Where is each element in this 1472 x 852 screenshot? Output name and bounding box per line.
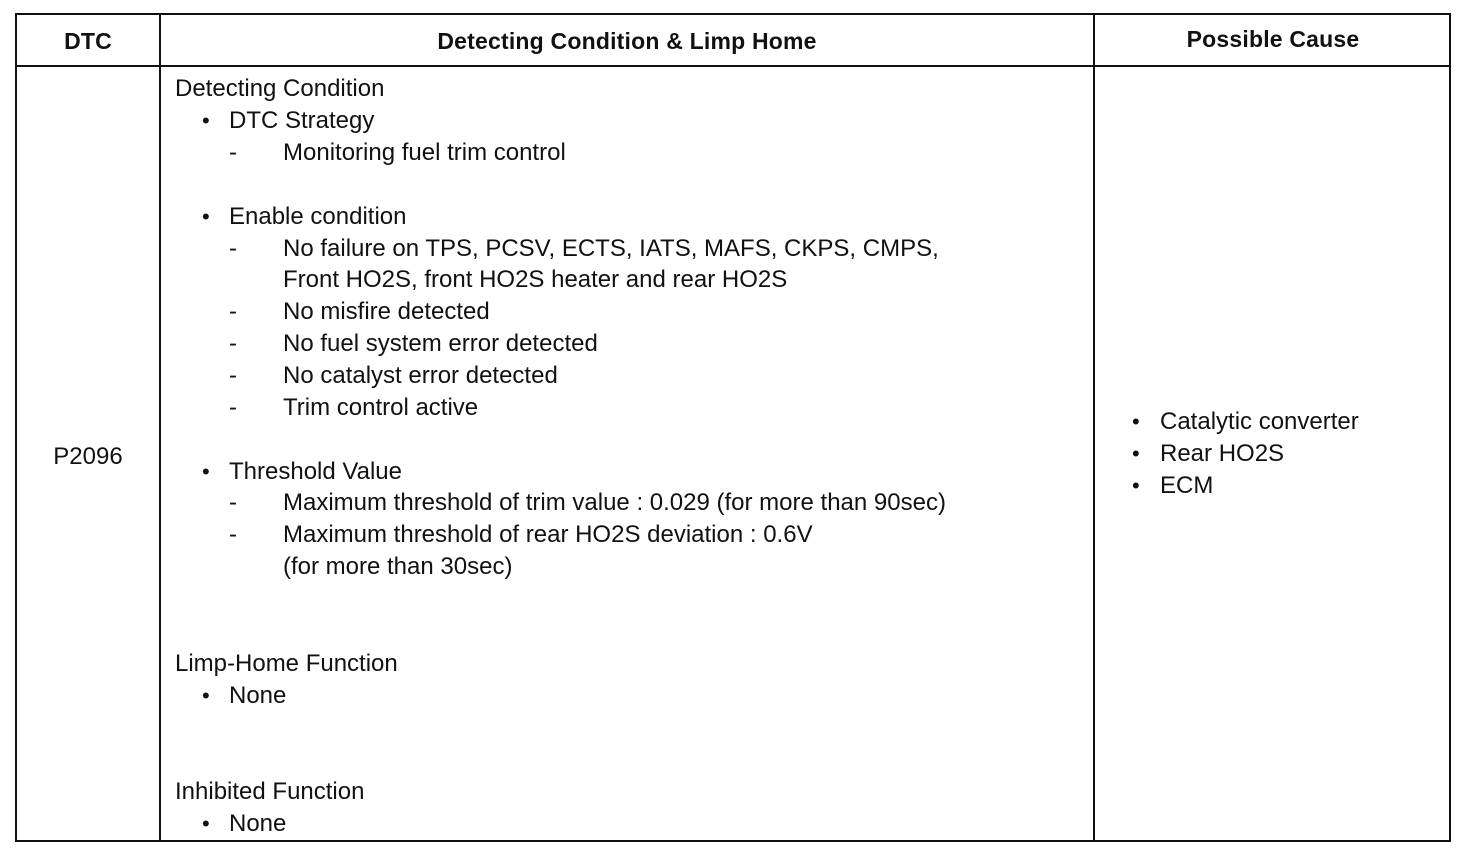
- threshold-value-label: Threshold Value: [229, 458, 402, 485]
- list-item: Maximum threshold of trim value : 0.029 (for more than 90sec): [283, 489, 946, 516]
- bullet-icon: •: [1132, 473, 1140, 498]
- dash-icon: -: [229, 394, 237, 421]
- limp-home-heading: Limp-Home Function: [175, 650, 398, 677]
- dash-icon: -: [229, 489, 237, 516]
- inhibited-function-heading: Inhibited Function: [175, 778, 365, 805]
- bullet-icon: •: [202, 811, 210, 836]
- column-divider-cause: [1093, 15, 1095, 840]
- list-item-continuation: (for more than 30sec): [283, 553, 513, 580]
- possible-cause-item: Rear HO2S: [1160, 440, 1285, 467]
- dash-icon: -: [229, 235, 237, 262]
- dtc-table: [15, 13, 1451, 842]
- list-item: No fuel system error detected: [283, 330, 598, 357]
- list-item: Maximum threshold of rear HO2S deviation : 0.6V: [283, 521, 813, 548]
- bullet-icon: •: [1132, 441, 1140, 466]
- column-divider-dtc: [159, 15, 161, 840]
- bullet-icon: •: [1132, 409, 1140, 434]
- dash-icon: -: [229, 362, 237, 389]
- header-detecting-condition: Detecting Condition & Limp Home: [437, 27, 817, 54]
- list-item: No misfire detected: [283, 298, 490, 325]
- inhibited-function-value: None: [229, 810, 287, 837]
- dtc-strategy-label: DTC Strategy: [229, 107, 375, 134]
- dash-icon: -: [229, 139, 237, 166]
- header-dtc: DTC: [64, 27, 112, 54]
- possible-cause-item: ECM: [1160, 472, 1214, 499]
- bullet-icon: •: [202, 459, 210, 484]
- dash-icon: -: [229, 521, 237, 548]
- list-item-continuation: Front HO2S, front HO2S heater and rear HO2S: [283, 266, 788, 293]
- dash-icon: -: [229, 330, 237, 357]
- detecting-condition-heading: Detecting Condition: [175, 75, 385, 102]
- list-item: Monitoring fuel trim control: [283, 139, 566, 166]
- list-item: Trim control active: [283, 394, 479, 421]
- list-item: No catalyst error detected: [283, 362, 558, 389]
- header-possible-cause: Possible Cause: [1186, 25, 1360, 52]
- dash-icon: -: [229, 298, 237, 325]
- list-item: No failure on TPS, PCSV, ECTS, IATS, MAFS, CKPS, CMPS,: [283, 235, 939, 262]
- bullet-icon: •: [202, 108, 210, 133]
- possible-cause-item: Catalytic converter: [1160, 408, 1359, 435]
- dtc-code: P2096: [53, 443, 123, 470]
- bullet-icon: •: [202, 683, 210, 708]
- bullet-icon: •: [202, 204, 210, 229]
- enable-condition-label: Enable condition: [229, 203, 407, 230]
- limp-home-value: None: [229, 682, 287, 709]
